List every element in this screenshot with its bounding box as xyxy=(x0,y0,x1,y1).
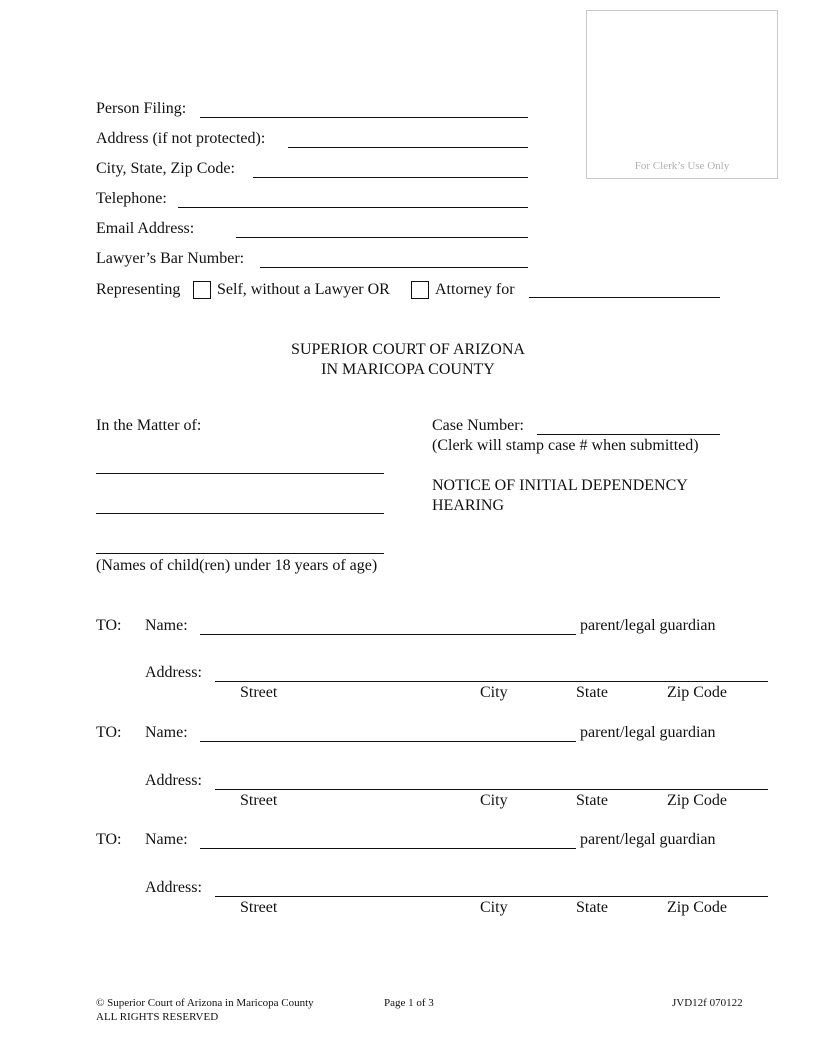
recipient-to-label: TO: xyxy=(96,617,122,634)
recipient-role: parent/legal guardian xyxy=(580,724,716,741)
child-name-field-1[interactable] xyxy=(96,473,384,474)
recipient-name-label: Name: xyxy=(145,617,188,634)
recipient-to-label: TO: xyxy=(96,831,122,848)
case-number-label: Case Number: xyxy=(432,417,524,434)
street-caption: Street xyxy=(240,684,278,701)
state-caption: State xyxy=(576,899,608,916)
case-number-field[interactable] xyxy=(537,434,720,435)
email-field[interactable] xyxy=(236,237,528,238)
recipient-address-field[interactable] xyxy=(215,789,768,790)
recipient-address-field[interactable] xyxy=(215,681,768,682)
street-caption: Street xyxy=(240,899,278,916)
court-name: SUPERIOR COURT OF ARIZONA xyxy=(291,341,525,358)
recipient-role: parent/legal guardian xyxy=(580,831,716,848)
person-filing-field[interactable] xyxy=(200,117,528,118)
state-caption: State xyxy=(576,792,608,809)
person-filing-label: Person Filing: xyxy=(96,100,187,117)
recipient-role: parent/legal guardian xyxy=(580,617,716,634)
case-number-note: (Clerk will stamp case # when submitted) xyxy=(432,437,699,454)
telephone-label: Telephone: xyxy=(96,190,167,207)
state-caption: State xyxy=(576,684,608,701)
city-caption: City xyxy=(480,684,508,701)
recipient-address-label: Address: xyxy=(145,664,202,681)
self-option-label: Self, without a Lawyer OR xyxy=(217,281,390,298)
matter-label: In the Matter of: xyxy=(96,417,202,434)
bar-number-label: Lawyer’s Bar Number: xyxy=(96,250,245,267)
footer-form-code: JVD12f 070122 xyxy=(672,997,743,1009)
city-state-zip-field[interactable] xyxy=(253,177,528,178)
zip-caption: Zip Code xyxy=(667,899,727,916)
child-name-field-2[interactable] xyxy=(96,513,384,514)
recipient-name-label: Name: xyxy=(145,831,188,848)
clerks-use-label: For Clerk’s Use Only xyxy=(634,160,730,172)
attorney-checkbox[interactable] xyxy=(411,281,429,299)
footer-page-number: Page 1 of 3 xyxy=(384,997,434,1009)
address-field[interactable] xyxy=(288,147,528,148)
footer-rights: ALL RIGHTS RESERVED xyxy=(96,1011,219,1023)
zip-caption: Zip Code xyxy=(667,792,727,809)
attorney-option-label: Attorney for xyxy=(435,281,515,298)
clerks-use-box xyxy=(586,10,778,179)
self-checkbox[interactable] xyxy=(193,281,211,299)
document-title-line-2: HEARING xyxy=(432,497,504,514)
recipient-name-label: Name: xyxy=(145,724,188,741)
recipient-address-label: Address: xyxy=(145,772,202,789)
city-state-zip-label: City, State, Zip Code: xyxy=(96,160,235,177)
child-name-field-3[interactable] xyxy=(96,553,384,554)
children-caption: (Names of child(ren) under 18 years of age) xyxy=(96,557,378,574)
zip-caption: Zip Code xyxy=(667,684,727,701)
document-title-line-1: NOTICE OF INITIAL DEPENDENCY xyxy=(432,477,688,494)
recipient-address-label: Address: xyxy=(145,879,202,896)
address-label: Address (if not protected): xyxy=(96,130,266,147)
city-caption: City xyxy=(480,899,508,916)
email-label: Email Address: xyxy=(96,220,195,237)
representing-label: Representing xyxy=(96,281,181,298)
bar-number-field[interactable] xyxy=(260,267,528,268)
court-county: IN MARICOPA COUNTY xyxy=(321,361,495,378)
street-caption: Street xyxy=(240,792,278,809)
recipient-address-field[interactable] xyxy=(215,896,768,897)
recipient-to-label: TO: xyxy=(96,724,122,741)
footer-copyright: © Superior Court of Arizona in Maricopa County xyxy=(96,997,314,1009)
city-caption: City xyxy=(480,792,508,809)
recipient-name-field[interactable] xyxy=(200,634,576,635)
telephone-field[interactable] xyxy=(178,207,528,208)
recipient-name-field[interactable] xyxy=(200,741,576,742)
recipient-name-field[interactable] xyxy=(200,848,576,849)
attorney-for-field[interactable] xyxy=(529,297,720,298)
